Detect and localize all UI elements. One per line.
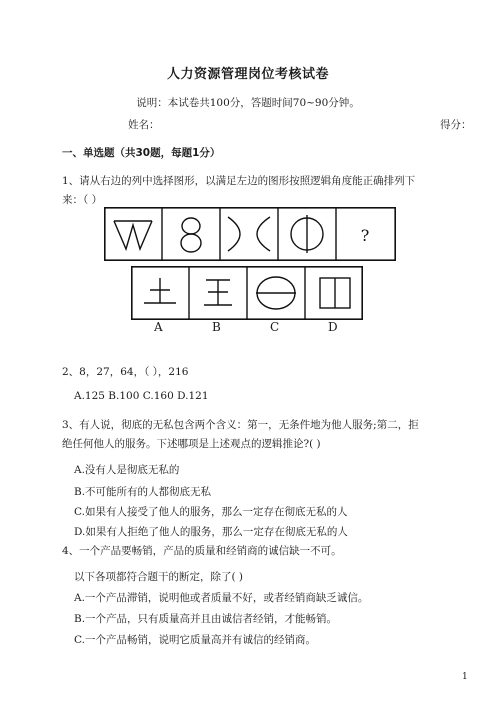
question-4-line-1: 4、一个产品要畅销，产品的质量和经销商的诚信缺一不可。: [62, 545, 342, 557]
option-d-figure: [320, 278, 350, 308]
option-b-label: B: [212, 320, 221, 334]
figure-question-mark: ?: [360, 226, 370, 245]
question-4-option-b: B.一个产品，只有质量高并且由诚信者经销，才能畅销。: [74, 613, 338, 625]
exam-title: 人力资源管理岗位考核试卷: [166, 67, 329, 82]
option-a-label: A: [154, 320, 163, 334]
page-number: 1: [462, 672, 468, 682]
question-1-line-2: 来：（ ）: [62, 194, 103, 206]
option-c-label: C: [270, 320, 280, 334]
option-c-figure: [256, 277, 296, 309]
score-label: 得分：: [440, 119, 472, 131]
options-figure-row: [131, 266, 363, 320]
question-1-line-1: 1、请从右边的列中选择图形，以满足左边的图形按照逻辑角度能正确排列下: [62, 175, 416, 187]
question-3-option-c: C.如果有人接受了他人的服务，那么一定存在彻底无私的人: [74, 506, 348, 518]
figure-facing-arcs: [228, 217, 270, 251]
figure-eight: [181, 218, 201, 252]
question-3-line-2: 绝任何他人的服务。下述哪项是上述观点的逻辑推论?( ): [62, 438, 321, 450]
question-3-option-d: D.如果有人拒绝了他人的服务，那么一定存在彻底无私的人: [74, 526, 348, 538]
name-label: 姓名：: [128, 119, 160, 131]
question-2-stem: 2、8，27，64，（ ），216: [62, 366, 189, 378]
question-3-option-a: A.没有人是彻底无私的: [74, 464, 180, 476]
question-2-options: A.125 B.100 C.160 D.121: [74, 390, 209, 402]
option-b-figure: [204, 280, 232, 305]
section-heading: 一、单选题（共30题，每题1分）: [62, 147, 221, 159]
question-3-option-b: B.不可能所有的人都彻底无私: [74, 486, 212, 498]
option-d-label: D: [328, 320, 338, 334]
question-4-option-a: A.一个产品滞销，说明他或者质量不好，或者经销商缺乏诚信。: [74, 592, 369, 604]
question-3-line-1: 3、有人说，彻底的无私包含两个含义：第一，无条件地为他人服务;第二，拒: [62, 419, 419, 431]
question-4-option-c: C.一个产品畅销，说明它质量高并有诚信的经销商。: [74, 634, 316, 646]
figure-circle-vertical-line: [291, 215, 323, 253]
sequence-figure-row: [104, 207, 396, 261]
figure-double-v: [114, 221, 152, 249]
exam-note: 说明：本试卷共100分，答题时间70~90分钟。: [136, 97, 360, 109]
question-4-line-2: 以下各项都符合题干的断定，除了( ): [74, 571, 244, 583]
option-a-figure: [144, 278, 176, 303]
